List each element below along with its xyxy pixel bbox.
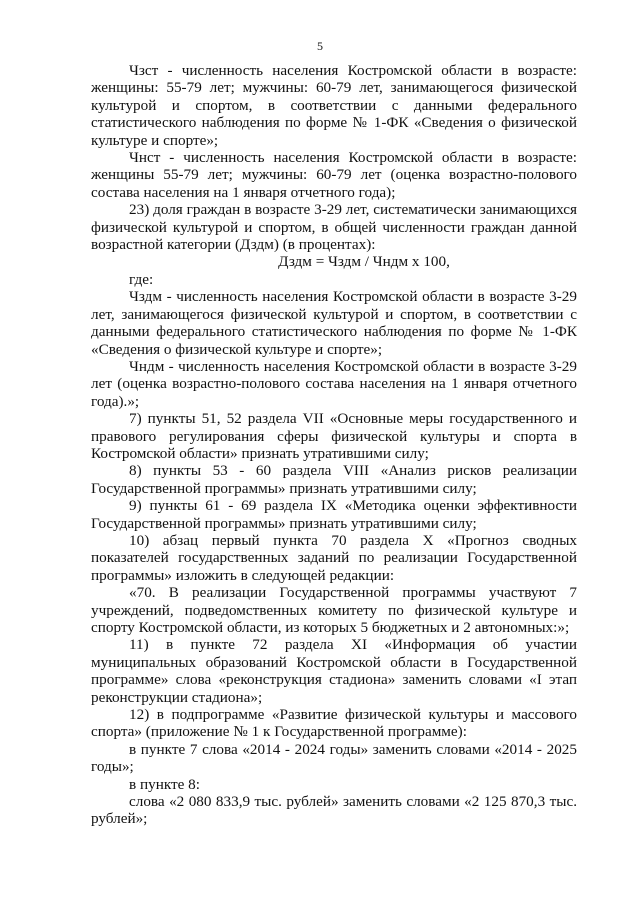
paragraph-item-11: 11) в пункте 72 раздела XI «Информация об участии муниципальных образований Костромской области в Государственной программе» слова «реконструкция стадиона» заменить словами «I этап реконструкции стадиона»; (91, 636, 577, 706)
paragraph-item-8: 8) пункты 53 - 60 раздела VIII «Анализ рисков реализации Государственной программы» признать утратившими силу; (91, 462, 577, 497)
paragraph-quote-70: «70. В реализации Государственной программы участвуют 7 учреждений, подведомственных комитету по физической культуре и спорту Костромской области, из которых 5 бюджетных и 2 автономных:»; (91, 584, 577, 636)
paragraph-words-replace: слова «2 080 833,9 тыс. рублей» заменить словами «2 125 870,3 тыс. рублей»; (91, 793, 577, 828)
paragraph-where: где: (129, 270, 154, 288)
paragraph-point-8: в пункте 8: (129, 775, 200, 793)
paragraph-chzst-definition: Чзст - численность населения Костромской области в возрасте: женщины: 55-79 лет; мужчины: 60-79 лет, занимающегося физической культурой и спортом, в соответствии с данными федерального статистического наблюдения по форме № 1-ФК «Сведения о физической культуре и спорте»; (91, 62, 577, 149)
document-body (91, 62, 577, 828)
paragraph-chzdm-definition: Чздм - численность населения Костромской области в возрасте 3-29 лет, занимающегося физической культурой и спортом, в соответствии с данными федерального статистического наблюдения по форме № 1-ФК «Сведения о физической культуре и спорте»; (91, 288, 577, 358)
paragraph-item-12: 12) в подпрограмме «Развитие физической культуры и массового спорта» (приложение № 1 к Государственной программе): (91, 706, 577, 741)
paragraph-point-7: в пункте 7 слова «2014 - 2024 годы» заменить словами «2014 - 2025 годы»; (91, 740, 577, 776)
paragraph-chnst-definition: Чнст - численность населения Костромской области в возрасте: женщины 55-79 лет; мужчины: 60-79 лет (оценка возрастно-полового состава населения на 1 января отчетного года); (91, 149, 577, 201)
paragraph-item-7: 7) пункты 51, 52 раздела VII «Основные меры государственного и правового регулирования сферы физической культуры и спорта в Костромской области» признать утратившими силу; (91, 410, 577, 462)
paragraph-item-9: 9) пункты 61 - 69 раздела IX «Методика оценки эффективности Государственной программы» признать утратившими силу; (91, 497, 577, 532)
paragraph-item-23: 23) доля граждан в возрасте 3-29 лет, систематически занимающихся физической культурой и спортом, в общей численности граждан данной возрастной категории (Дздм) (в процентах): (91, 201, 577, 254)
formula-dzdm: Дздм = Чздм / Чндм х 100, (278, 253, 450, 271)
paragraph-item-10: 10) абзац первый пункта 70 раздела X «Прогноз сводных показателей государственных заданий по реализации Государственной программы» изложить в следующей редакции: (91, 531, 577, 584)
paragraph-chndm-definition: Чндм - численность населения Костромской области в возрасте 3-29 лет (оценка возрастно-полового состава населения на 1 января отчетного года).»; (91, 357, 577, 410)
page-number: 5 (317, 39, 323, 53)
